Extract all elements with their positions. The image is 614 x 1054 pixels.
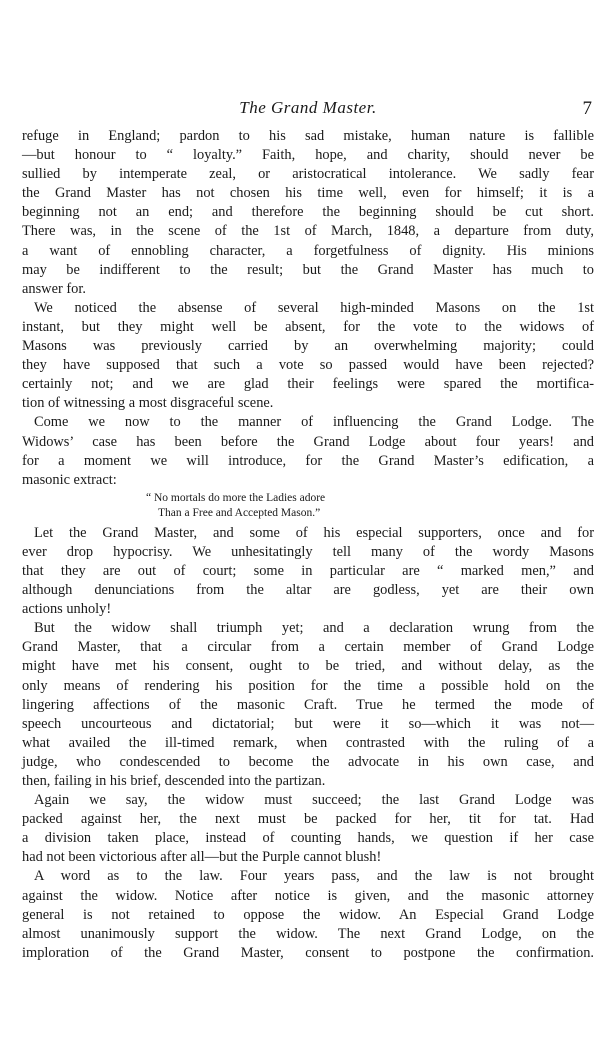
- quote-line: Than a Free and Accepted Mason.”: [158, 506, 321, 519]
- paragraph-start: We noticed the absense of several high-minded Masons on the 1st: [34, 299, 594, 316]
- running-head: [22, 98, 594, 122]
- text-line: lingering affections of the masonic Craft. True he termed the mode of: [22, 696, 594, 713]
- text-line: refuge in England; pardon to his sad mistake, human nature is fallible: [22, 128, 594, 144]
- paragraph-start: Let the Grand Master, and some of his especial supporters, once and for: [34, 524, 594, 541]
- text-line: beginning not an end; and therefore the beginning should be cut short.: [22, 204, 594, 221]
- text-line: a division taken place, instead of counting hands, we question if her case: [22, 830, 594, 847]
- text-line: general is not retained to oppose the widow. An Especial Grand Lodge: [22, 906, 594, 923]
- text-line: although denunciations from the altar are godless, yet are their own: [22, 582, 594, 599]
- text-line: masonic extract:: [22, 471, 117, 488]
- text-line: only means of rendering his position for the time a possible hold on the: [22, 677, 594, 694]
- text-line: There was, in the scene of the 1st of March, 1848, a departure from duty,: [22, 223, 594, 240]
- text-line: Grand Master, that a circular from a certain member of Grand Lodge: [22, 639, 594, 656]
- text-line: answer for.: [22, 280, 86, 297]
- quote-line: “ No mortals do more the Ladies adore: [146, 491, 326, 504]
- verse-quote: [22, 491, 594, 521]
- text-line: against the widow. Notice after notice is given, and the masonic attorney: [22, 887, 594, 904]
- text-line: Widows’ case has been before the Grand Lodge about four years! and: [22, 433, 594, 450]
- running-title: The Grand Master.: [239, 98, 377, 117]
- text-line: instant, but they might well be absent, for the vote to the widows of: [22, 318, 594, 335]
- text-line: might have met his consent, ought to be tried, and without delay, as the: [22, 658, 594, 675]
- text-line: for a moment we will introduce, for the Grand Master’s edification, a: [22, 452, 594, 469]
- text-line: tion of witnessing a most disgraceful scene.: [22, 395, 274, 412]
- text-line: may be indifferent to the result; but the Grand Master has much to: [22, 261, 594, 278]
- text-line: certainly not; and we are glad their feelings were spared the mortifica-: [22, 376, 594, 393]
- paragraph-start: Come we now to the manner of influencing the Grand Lodge. The: [34, 414, 594, 431]
- body-text: [22, 127, 594, 963]
- text-line: they have supposed that such a vote so passed would have been rejected?: [22, 357, 594, 374]
- text-line: had not been victorious after all—but the Purple cannot blush!: [22, 849, 382, 866]
- paragraph-start: But the widow shall triumph yet; and a declaration wrung from the: [34, 620, 594, 637]
- text-line: —but honour to “ loyalty.” Faith, hope, and charity, should never be: [22, 147, 594, 164]
- text-line: ever drop hypocrisy. We unhesitatingly tell many of the wordy Masons: [22, 543, 594, 560]
- text-line: then, failing in his brief, descended into the partizan.: [22, 773, 326, 789]
- page-number: 7: [582, 98, 592, 119]
- text-line: packed against her, the next must be packed for her, tit for tat. Had: [22, 811, 594, 828]
- text-line: imploration of the Grand Master, consent to postpone the confirmation.: [22, 944, 594, 961]
- text-line: judge, who condescended to become the advocate in his own case, and: [22, 753, 594, 770]
- paragraph-start: A word as to the law. Four years pass, and the law is not brought: [34, 868, 594, 885]
- paragraph-start: Again we say, the widow must succeed; the last Grand Lodge was: [34, 792, 594, 809]
- text-line: speech uncourteous and dictatorial; but were it so—which it was not—: [22, 715, 594, 732]
- text-line: Masons was previously carried by an overwhelming majority; could: [22, 338, 594, 355]
- text-line: sullied by intemperate zeal, or aristocratical intolerance. We sadly fear: [22, 166, 594, 183]
- text-line: the Grand Master has not chosen his time well, even for himself; it is a: [22, 185, 594, 202]
- text-line: almost unanimously support the widow. The next Grand Lodge, on the: [22, 925, 594, 942]
- text-line: actions unholy!: [22, 601, 112, 618]
- text-line: what availed the ill-timed remark, when contrasted with the ruling of a: [22, 734, 594, 751]
- text-line: that they are out of court; some in particular are “ marked men,” and: [22, 562, 594, 579]
- text-line: a want of ennobling character, a forgetfulness of dignity. His minions: [22, 242, 594, 259]
